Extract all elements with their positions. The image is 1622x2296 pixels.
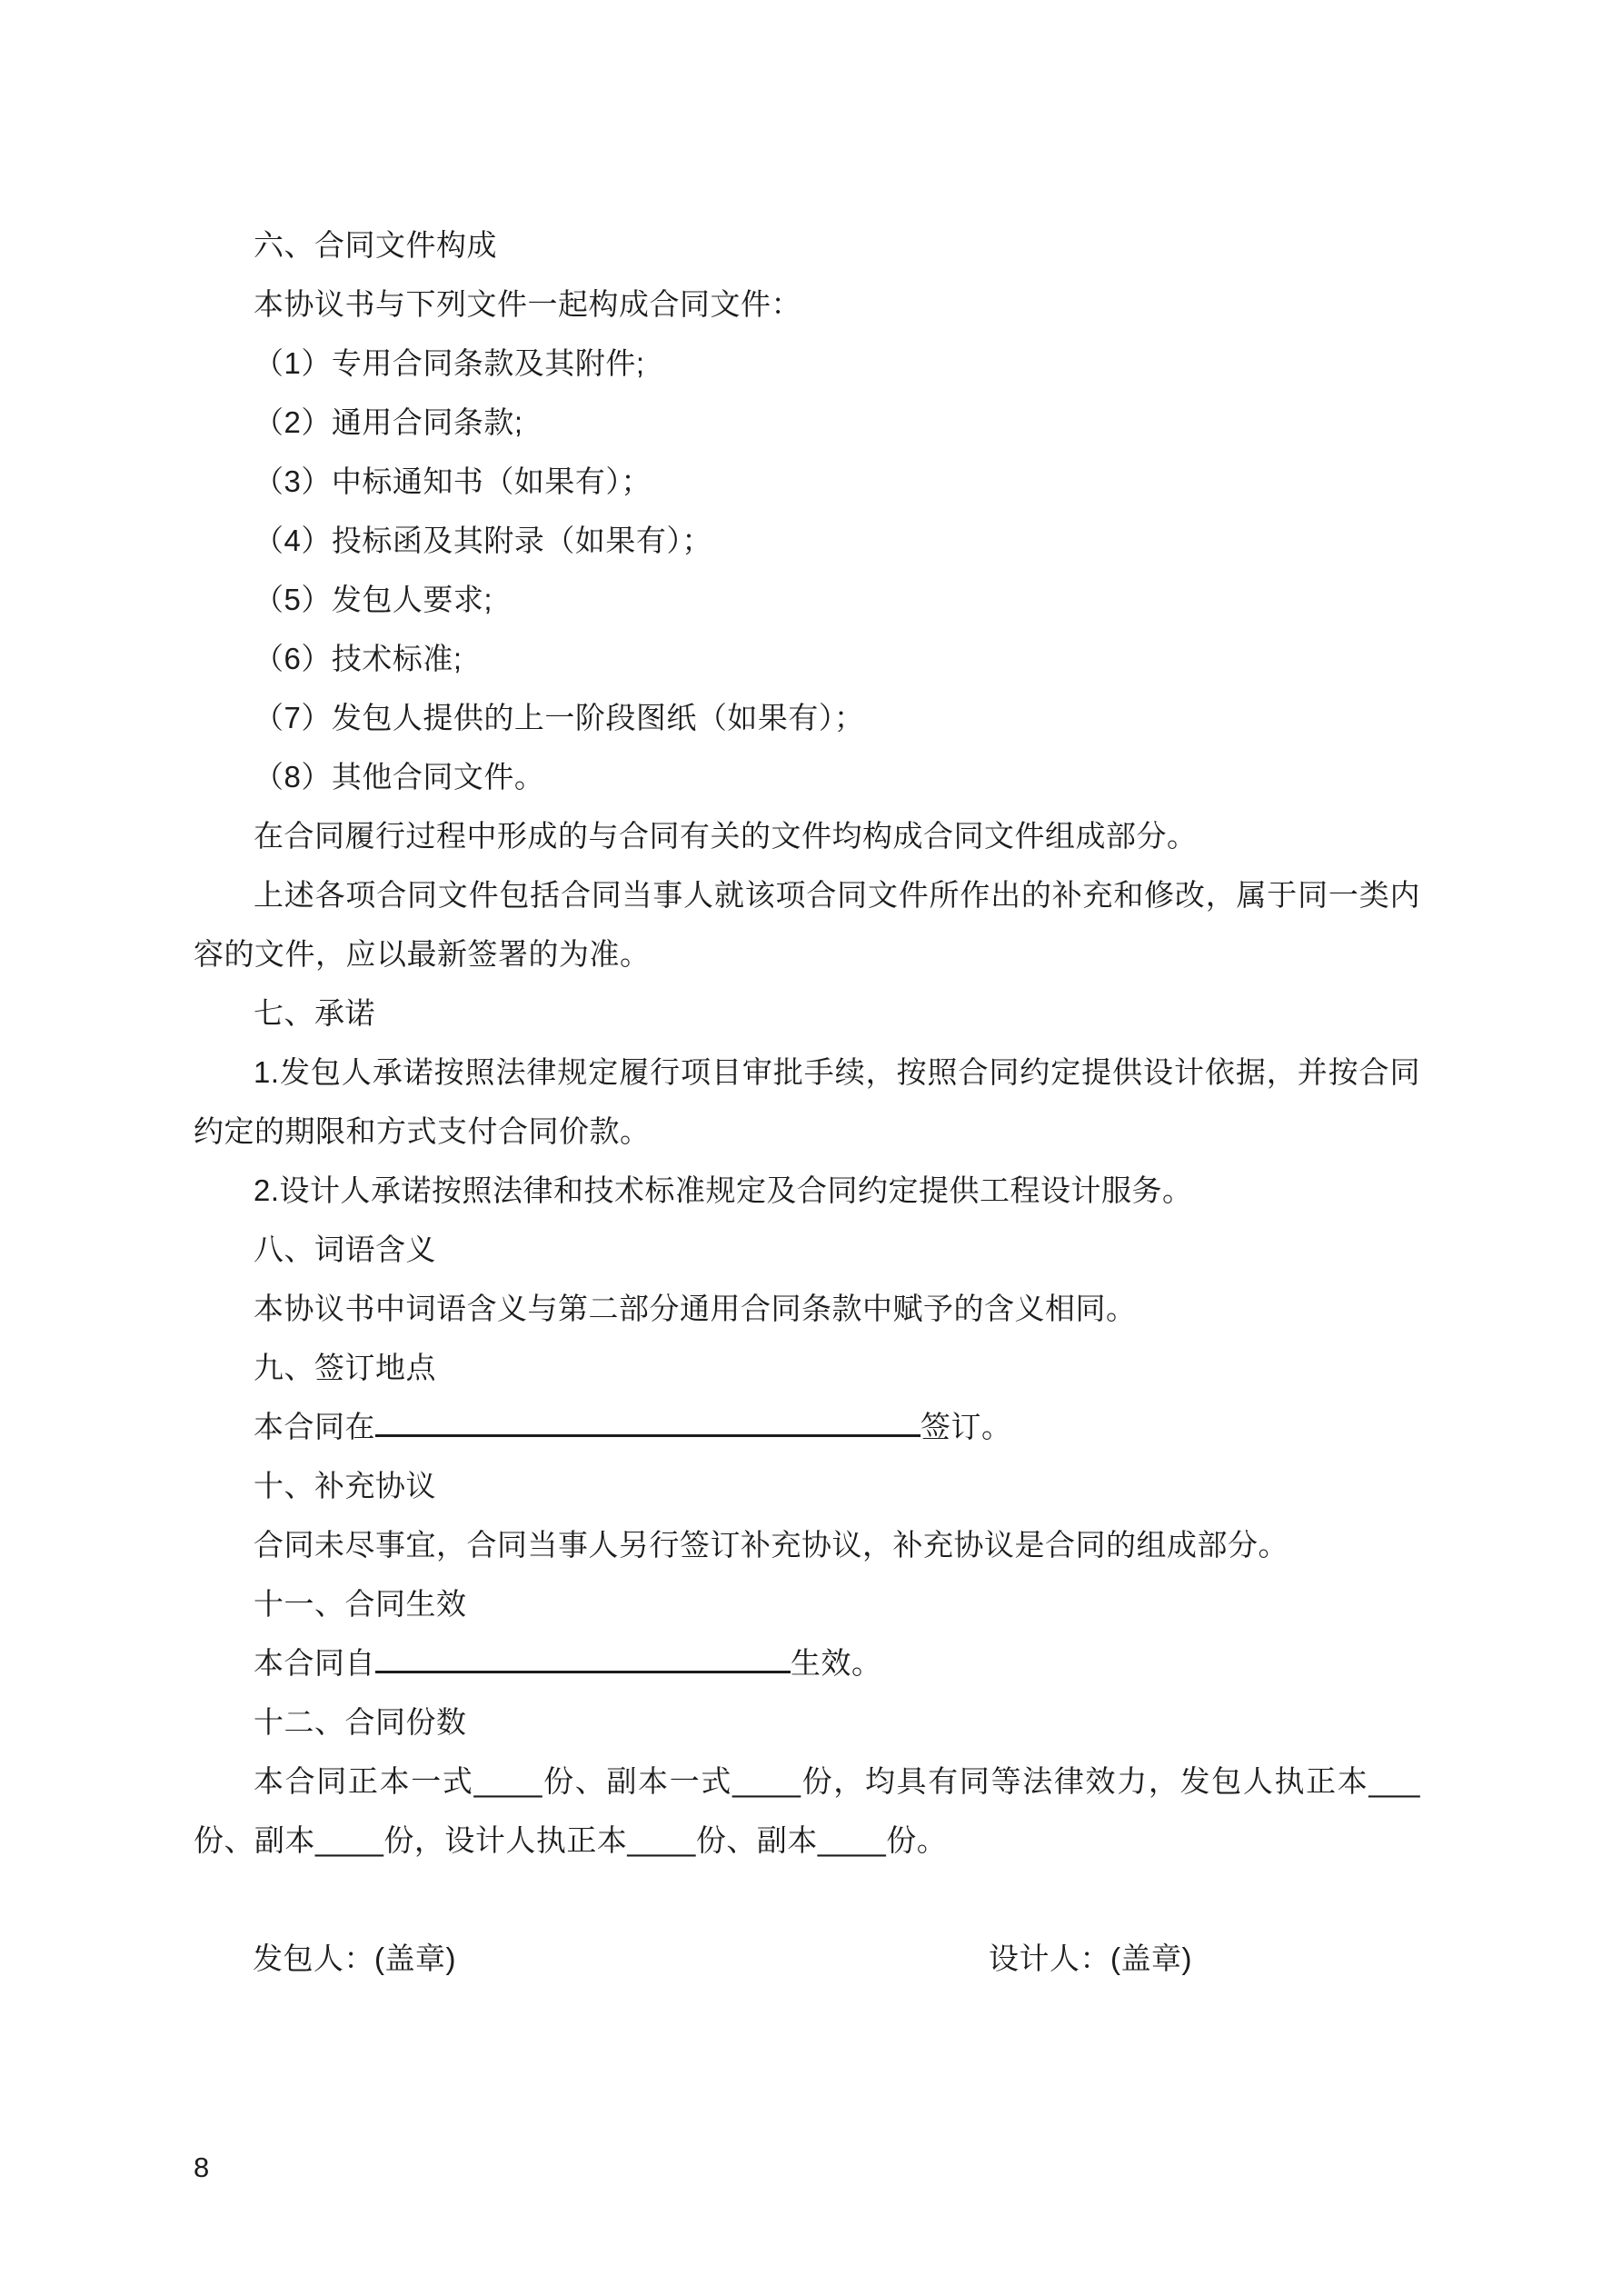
section-12-body: 本合同正本一式____份、副本一式____份，均具有同等法律效力，发包人执正本___份、副本____份，设计人执正本____份、副本____份。 [194,1764,1420,1857]
contract-file-item-8: （8）其他合同文件。 [254,760,545,794]
contract-file-item-7: （7）发包人提供的上一阶段图纸（如果有）； [254,701,865,734]
section-11-heading: 十一、合同生效 [254,1587,467,1621]
section-8-heading: 八、词语含义 [254,1233,436,1266]
section-6-note-2: 上述各项合同文件包括合同当事人就该项合同文件所作出的补充和修改，属于同一类内容的文件，应以最新签署的为准。 [194,878,1420,971]
contract-file-item-4: （4）投标函及其附录（如果有）； [254,524,712,557]
employer-seal-label: 发包人：(盖章) [253,1942,456,1975]
contract-body [194,215,1420,1988]
effective-date-fill-in-blank [375,1643,791,1673]
signing-place-prefix: 本合同在 [254,1410,375,1443]
contract-file-item-3: （3）中标通知书（如果有）； [254,464,652,498]
signing-place-fill-in-blank [375,1407,920,1437]
signing-place-line [194,1397,1420,1456]
section-6-heading: 六、合同文件构成 [254,228,497,262]
section-7-item-1: 1.发包人承诺按照法律规定履行项目审批手续，按照合同约定提供设计依据，并按合同约定的期限和方式支付合同价款。 [194,1055,1420,1148]
contract-file-item-1: （1）专用合同条款及其附件; [254,346,645,380]
contract-file-item-2: （2）通用合同条款; [254,405,523,439]
section-7-item-2: 2.设计人承诺按照法律和技术标准规定及合同约定提供工程设计服务。 [254,1173,1193,1207]
effective-date-suffix: 生效。 [791,1646,882,1680]
section-10-body: 合同未尽事宜，合同当事人另行签订补充协议，补充协议是合同的组成部分。 [254,1528,1289,1562]
designer-seal-label: 设计人：(盖章) [989,1942,1192,1975]
contract-file-item-6: （6）技术标准; [254,642,463,675]
effective-date-prefix: 本合同自 [254,1646,375,1680]
section-8-body: 本协议书中词语含义与第二部分通用合同条款中赋予的含义相同。 [254,1292,1137,1325]
section-6-note-1: 在合同履行过程中形成的与合同有关的文件均构成合同文件组成部分。 [254,819,1198,853]
section-7-heading: 七、承诺 [254,996,375,1030]
signing-place-suffix: 签订。 [920,1410,1012,1443]
effective-date-line [194,1633,1420,1692]
section-6-intro: 本协议书与下列文件一起构成合同文件： [254,287,801,321]
page-number: 8 [194,2151,210,2183]
section-10-heading: 十、补充协议 [254,1469,436,1502]
section-9-heading: 九、签订地点 [254,1351,436,1384]
section-12-heading: 十二、合同份数 [254,1705,467,1739]
contract-file-item-5: （5）发包人要求; [254,583,493,616]
signature-row [194,1929,1420,1988]
